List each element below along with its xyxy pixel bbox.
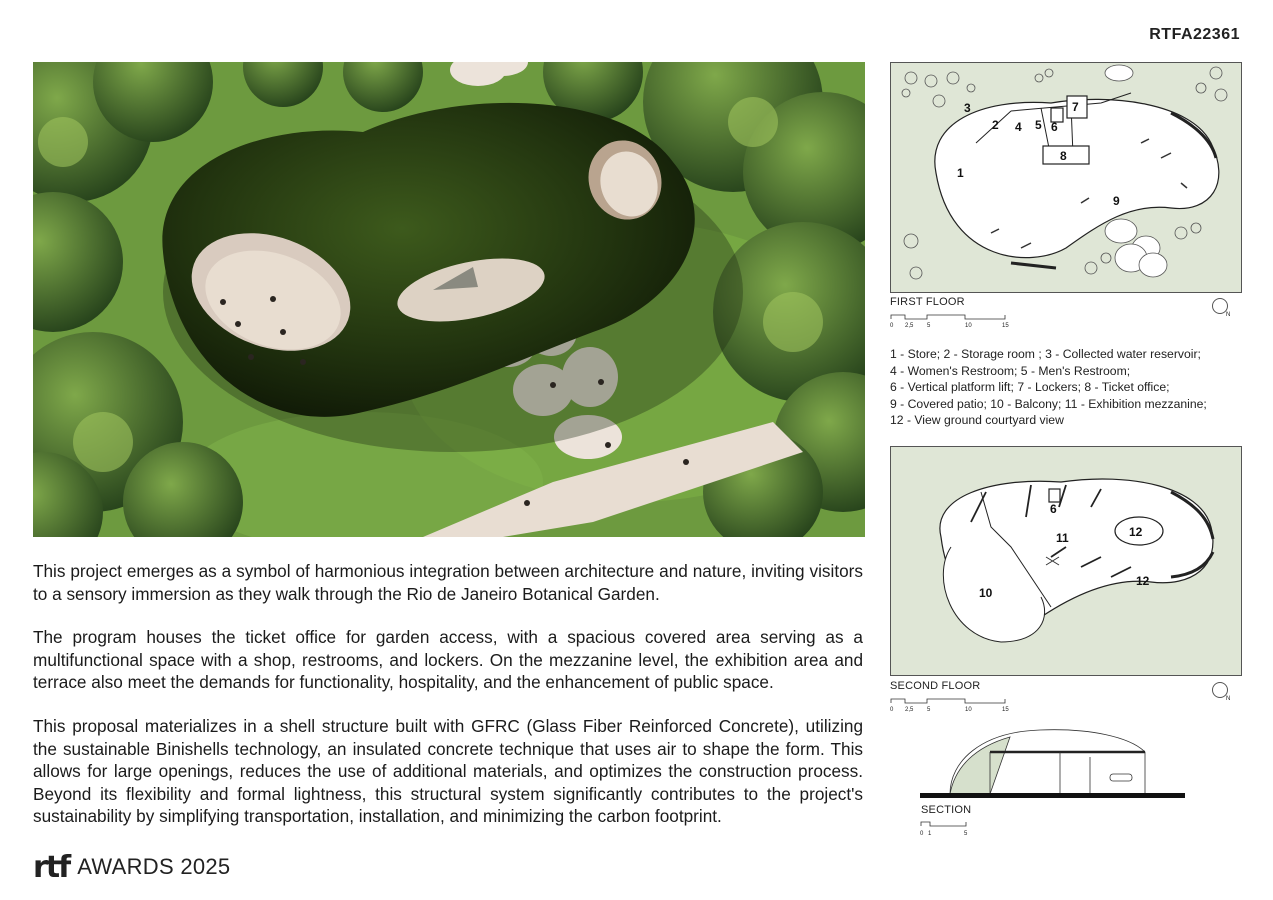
paragraph-structure: This proposal materializes in a shell structure built with GFRC (Glass Fiber Reinforced Concrete), utilizing the sustainable Binishells technology, an insulated concrete technique that uses air to shape the form. This allows for large openings, reduces the use of additional materials, and optimizes the construction process. Beyond its flexibility and formal lightness, this structural system significantly contributes to the project's sustainability by simplifying transportation, installation, and minimizing the carbon footprint.	[33, 715, 863, 827]
room-number-1: 1	[957, 166, 964, 180]
paragraph-intro: This project emerges as a symbol of harmonious integration between architecture and nature, inviting visitors to a sensory immersion as they walk through the Rio de Janeiro Botanical Garden.	[33, 561, 863, 604]
project-description	[33, 560, 863, 849]
section-drawing	[920, 722, 1190, 802]
second-floor-label: SECOND FLOOR	[890, 680, 981, 692]
rtf-awards-logo	[33, 850, 230, 884]
scale-tick: 1	[928, 831, 932, 837]
first-floor-label: FIRST FLOOR	[890, 296, 965, 308]
room-number-9: 9	[1113, 194, 1120, 208]
room-number-11: 11	[1056, 531, 1069, 545]
room-legend	[890, 346, 1240, 429]
scale-tick: 5	[927, 323, 931, 329]
room-number-6: 6	[1051, 120, 1058, 134]
scale-tick: 5	[964, 831, 968, 837]
scale-tick: 15	[1002, 323, 1009, 329]
scale-tick: 0	[890, 707, 894, 713]
scale-tick: 2,5	[905, 707, 914, 713]
room-number-12: 12	[1136, 574, 1150, 588]
room-number-4: 4	[1015, 120, 1022, 134]
scale-tick: 2,5	[905, 323, 914, 329]
aerial-render-image	[33, 62, 865, 537]
legend-line: 1 - Store; 2 - Storage room ; 3 - Collected water reservoir;	[890, 347, 1201, 361]
legend-line: 4 - Women's Restroom; 5 - Men's Restroom;	[890, 363, 1131, 378]
document-id: RTFA22361	[1149, 26, 1240, 43]
section-scale-bar	[920, 818, 980, 838]
rtf-logo-mark: rtf	[33, 849, 70, 885]
legend-line: 12 - View ground courtyard view	[890, 413, 1064, 428]
scale-tick: 5	[927, 707, 931, 713]
room-number-12: 12	[1129, 525, 1143, 539]
room-number-10: 10	[979, 586, 993, 600]
room-number-7: 7	[1072, 100, 1079, 114]
second-floor-plan	[890, 446, 1242, 676]
section-label: SECTION	[921, 804, 972, 816]
scale-tick: 0	[890, 323, 894, 329]
legend-line: 9 - Covered patio; 10 - Balcony; 11 - Exhibition mezzanine;	[890, 396, 1207, 411]
scale-tick: 0	[920, 831, 924, 837]
legend-line: 6 - Vertical platform lift; 7 - Lockers; 8 - Ticket office;	[890, 380, 1170, 395]
room-number-3: 3	[964, 101, 971, 115]
awards-year-label: AWARDS 2025	[77, 854, 231, 879]
first-floor-plan	[890, 62, 1242, 293]
scale-tick: 10	[965, 323, 972, 329]
room-number-8: 8	[1060, 149, 1067, 163]
second-floor-scale-bar	[890, 695, 1010, 713]
room-number-6: 6	[1050, 502, 1057, 516]
north-label: N	[1226, 312, 1231, 318]
north-label: N	[1226, 696, 1231, 702]
paragraph-program: The program houses the ticket office for garden access, with a spacious covered area serving as a multifunctional space with a shop, restrooms, and lockers. On the mezzanine level, the exhibition area and terrace also meet the demands for functionality, hospitality, and the enhancement of public space.	[33, 627, 863, 693]
scale-tick: 15	[1002, 707, 1009, 713]
scale-tick: 10	[965, 707, 972, 713]
room-number-2: 2	[992, 118, 999, 132]
first-floor-scale-bar	[890, 311, 1010, 329]
room-number-5: 5	[1035, 118, 1042, 132]
